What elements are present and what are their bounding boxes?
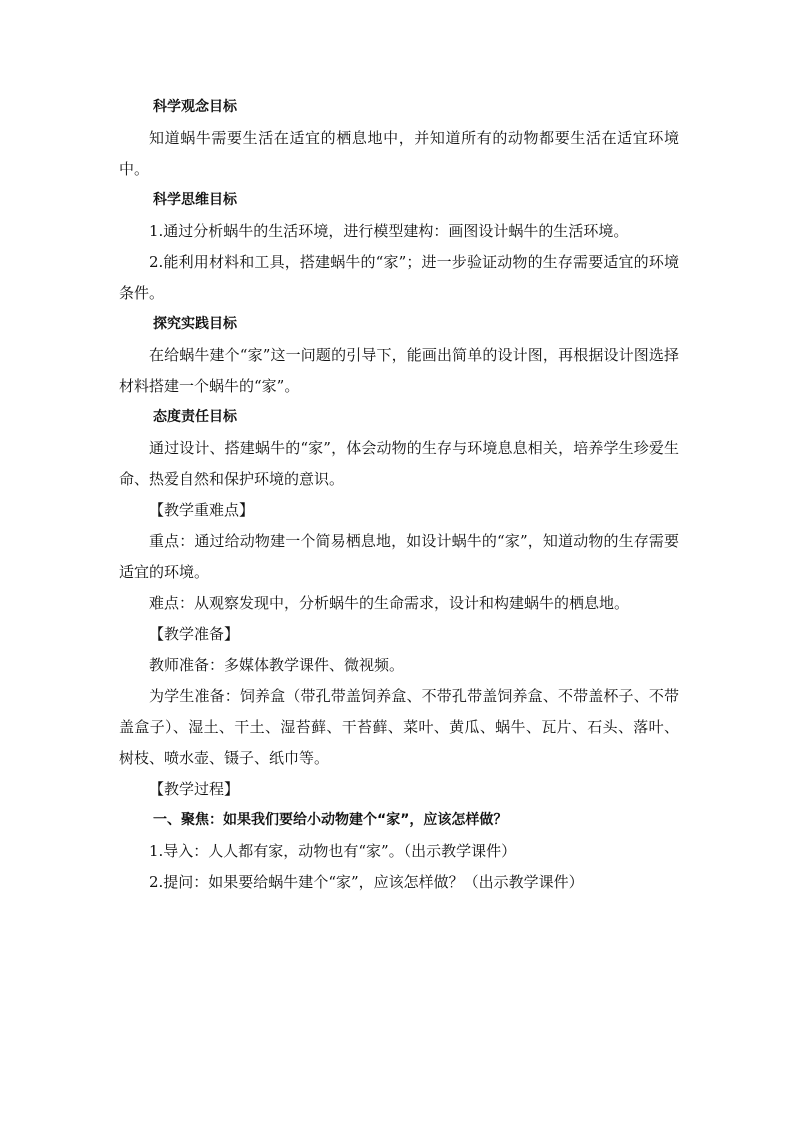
heading-focus: 一、聚焦：如果我们要给小动物建个“家”，应该怎样做？ bbox=[153, 812, 508, 828]
para-teacher-prep: 教师准备：多媒体教学课件、微视频。 bbox=[149, 656, 405, 674]
heading-inquiry-practice: 探究实践目标 bbox=[153, 316, 237, 332]
para-key-point: 重点：通过给动物建一个简易栖息地，如设计蜗牛的“家”，知道动物的生存需要适宜的环境。 bbox=[119, 532, 679, 581]
document-body bbox=[119, 92, 679, 898]
section-process: 【教学过程】 bbox=[149, 780, 240, 798]
para-thinking-1: 1.通过分析蜗牛的生活环境，进行模型建构：画图设计蜗牛的生活环境。 bbox=[149, 222, 629, 240]
step-intro: 1.导入：人人都有家，动物也有“家”。（出示教学课件） bbox=[149, 842, 517, 860]
heading-science-concept: 科学观念目标 bbox=[153, 99, 237, 115]
para-thinking-2: 2.能利用材料和工具，搭建蜗牛的“家”；进一步验证动物的生存需要适宜的环境条件。 bbox=[119, 253, 679, 302]
heading-attitude: 态度责任目标 bbox=[153, 409, 237, 425]
para-science-concept: 知道蜗牛需要生活在适宜的栖息地中，并知道所有的动物都要生活在适宜环境中。 bbox=[119, 129, 679, 178]
heading-science-thinking: 科学思维目标 bbox=[153, 192, 237, 208]
step-question: 2.提问：如果要给蜗牛建个“家”，应该怎样做？（出示教学课件） bbox=[149, 873, 584, 891]
section-key-points: 【教学重难点】 bbox=[149, 501, 255, 519]
para-student-prep: 为学生准备：饲养盒（带孔带盖饲养盒、不带孔带盖饲养盒、不带盖杯子、不带盖盒子）、湿土、干土、湿苔藓、干苔藓、菜叶、黄瓜、蜗牛、瓦片、石头、落叶、树枝、喷水壶、镊子、纸巾等。 bbox=[119, 687, 679, 767]
para-inquiry-practice: 在给蜗牛建个“家”这一问题的引导下，能画出简单的设计图，再根据设计图选择材料搭建一个蜗牛的“家”。 bbox=[119, 346, 679, 395]
section-preparation: 【教学准备】 bbox=[149, 625, 240, 643]
para-difficult-point: 难点：从观察发现中，分析蜗牛的生命需求，设计和构建蜗牛的栖息地。 bbox=[149, 594, 630, 612]
para-attitude: 通过设计、搭建蜗牛的“家”，体会动物的生存与环境息息相关，培养学生珍爱生命、热爱自然和保护环境的意识。 bbox=[119, 439, 679, 488]
